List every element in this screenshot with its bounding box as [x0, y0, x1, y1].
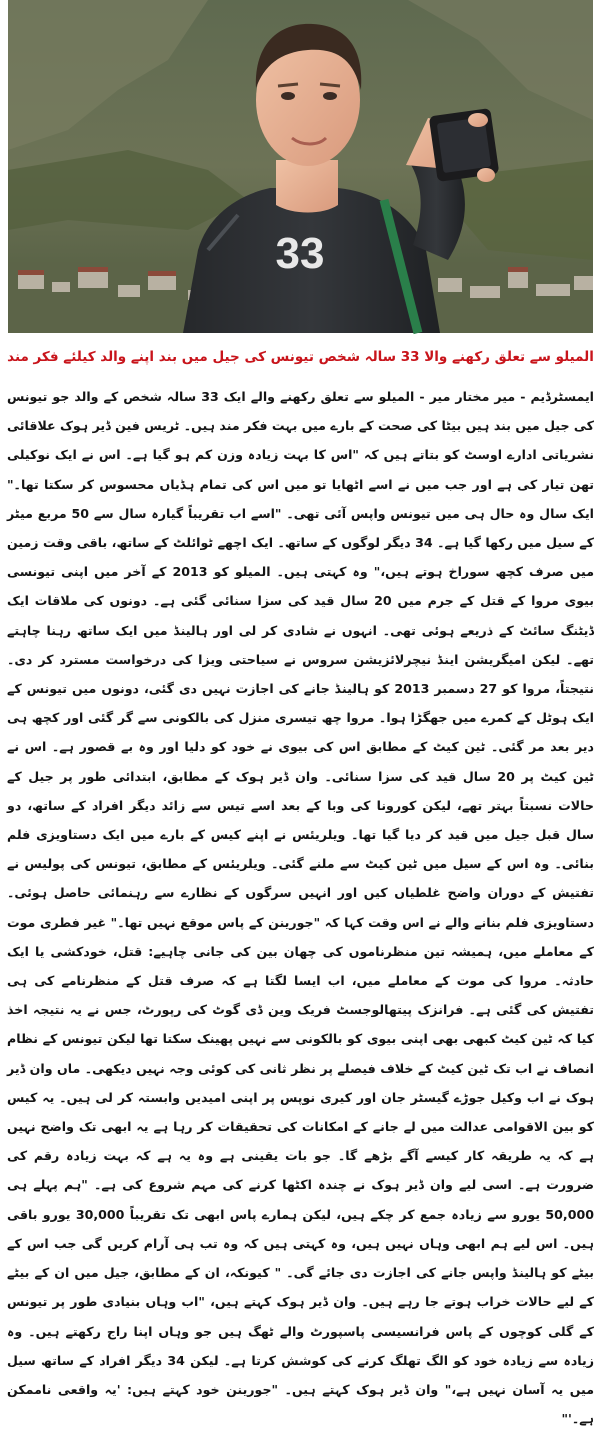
article-photo — [8, 0, 593, 333]
article-body — [7, 382, 595, 1427]
headline: المیلو سے تعلق رکھنے والا 33 سالہ شخص تیونس کی جیل میں بند اپنے والد کیلئے فکر مند — [7, 349, 594, 365]
article-text: ایمسٹرڈیم - میر مختار میر - المیلو سے تعلق رکھنے والے ایک 33 سالہ شخص کے والد جو تیونس کی جیل میں بند ہیں بیٹا کی صحت کے بارے میں بہت فکر مند ہیں۔ ٹریس فین ڈیر ہوک علاقائی نشریاتی ادارے اوسٹ کو بتاتے ہیں کہ "اس کا بہت زیادہ وزن کم ہو گیا ہے۔ اس نے ایک نوکیلی تھن تیار کی ہے اور جب میں نے اسے اٹھایا تو میں اس کی تمام ہڈیاں محسوس کر سکتا تھا۔" ایک سال وہ حال ہی میں تیونس واپس آئی تھی۔ "اسے اب تقریباً گیارہ سال سے 50 مربع میٹر کے سیل میں رکھا گیا ہے۔ 34 دیگر لوگوں کے ساتھ۔ ایک اچھے ٹوائلٹ کے ساتھ، باقی وقت زمین میں صرف کچھ سوراخ ہوتے ہیں،" وہ کہتی ہیں۔ المیلو کو 2013 کے آخر میں اپنی تیونسی بیوی مروا کے قتل کے جرم میں 20 سال قید کی سزا سنائی گئی ہے۔ دونوں کی ملاقات ایک ڈیٹنگ سائٹ کے ذریعے ہوئی تھی۔ انہوں نے شادی کر لی اور ہالینڈ میں ایک ساتھ رہنا چاہتے تھے۔ لیکن امیگریشن اینڈ نیچرلائزیشن سروس نے سیاحتی ویزا کی درخواست مسترد کر دی۔ نتیجتاً، مروا کو 27 دسمبر 2013 کو ہالینڈ جانے کی اجازت نہیں دی گئی، دونوں میں تیونس کے ایک ہوٹل کے کمرے میں جھگڑا ہوا۔ مروا چھ تیسری منزل کی بالکونی سے گر گئی اور کچھ ہی دیر بعد مر گئی۔ ٹین کیٹ کے مطابق اس کی بیوی نے خود کو دلیا اور وہ بے قصور ہے۔ اس نے ٹین کیٹ پر 20 سال قید کی سزا سنائی۔ وان ڈیر ہوک کے مطابق، ابتدائی طور پر جیل کے حالات نسبتاً بہتر تھے، لیکن کورونا کی وبا کے بعد اسے تیس سے زائد دیگر افراد کے ساتھ، دو سال قبل جیل میں قید کر دیا گیا تھا۔ ویلریئس نے اپنے کیس کے بارے میں ایک دستاویزی فلم بنائی۔ وہ اس کے سیل میں ٹین کیٹ سے ملنے گئی۔ ویلریئس کے مطابق، تیونس کی پولیس نے تفتیش کے دوران واضح غلطیاں کیں اور انہیں سرگوں کے نظارے سے رہنمائی حاصل ہوئی۔ دستاویزی فلم بنانے والے نے اس وقت کہا کہ "جورینن کے پاس موقع نہیں تھا۔" غیر فطری موت کے معاملے میں، ہمیشہ تین منظرناموں کی چھان بین کی جانی چاہیے: قتل، خودکشی یا ایک حادثہ۔ مروا کی موت کے معاملے میں، اب ایسا لگتا ہے کہ صرف قتل کے منظرنامے کی ہی تفتیش کی گئی ہے۔ فرانزک پیتھالوجسٹ فریک وین ڈی گوٹ کی رپورٹ، جس نے یہ نتیجہ اخذ کیا کہ ٹین کیٹ کبھی بھی اپنی بیوی کو بالکونی سے نہیں پھینک سکتا تھا لیکن تیونس کے نظام انصاف نے اب تک ٹین کیٹ کے خلاف فیصلے پر نظر ثانی کی کوئی وجہ نہیں دیکھی۔ ماں وان ڈیر ہوک نے اب وکیل جوڑے گیسٹر جان اور کیری نوپس پر اپنی امیدیں وابستہ کر لی ہیں۔ یہ کیس کو بین الاقوامی عدالت میں لے جانے کے امکانات کی تحقیقات کر رہا ہے یہ ابھی تک واضح نہیں ہے کہ یہ طریقہ کار کیسے آگے بڑھے گا۔ جو بات یقینی ہے وہ یہ ہے کہ بہت زیادہ رقم کی ضرورت ہے۔ اسی لیے وان ڈیر ہوک نے چندہ اکٹھا کرنے کی مہم شروع کی ہے۔ "ہم پہلے ہی 50,000 یورو سے زیادہ جمع کر چکے ہیں، لیکن ہمارے پاس ابھی تک تقریباً 30,000 یورو باقی ہیں۔ اس لیے ہم ابھی وہاں نہیں ہیں، وہ کہتی ہیں کہ وہ تب ہی آرام کریں گی جب اس کے بیٹے کو ہالینڈ واپس جانے کی اجازت دی جائے گی۔ " کیونکہ، ان کے مطابق، جیل میں ان کے بیٹے کے لیے حالات خراب ہوتے جا رہے ہیں۔ وان ڈیر ہوک کہتے ہیں، "اب وہاں بنیادی طور پر تیونس کے گلی کوچوں کے پاس فرانسیسی پاسپورٹ والے ٹھگ ہیں جو وہاں اپنا راج رکھتے ہیں۔ وہ زیادہ سے زیادہ خود کو الگ تھلگ کرنے کی کوشش کرتا ہے۔ لیکن 34 دیگر افراد کے ساتھ سیل میں یہ آسان نہیں ہے،" وان ڈیر ہوک کہتے ہیں۔ "جورینن خود کہتے ہیں: 'یہ واقعی ناممکن ہے۔'" — [7, 389, 595, 1427]
jersey-number: 33 — [275, 229, 325, 278]
